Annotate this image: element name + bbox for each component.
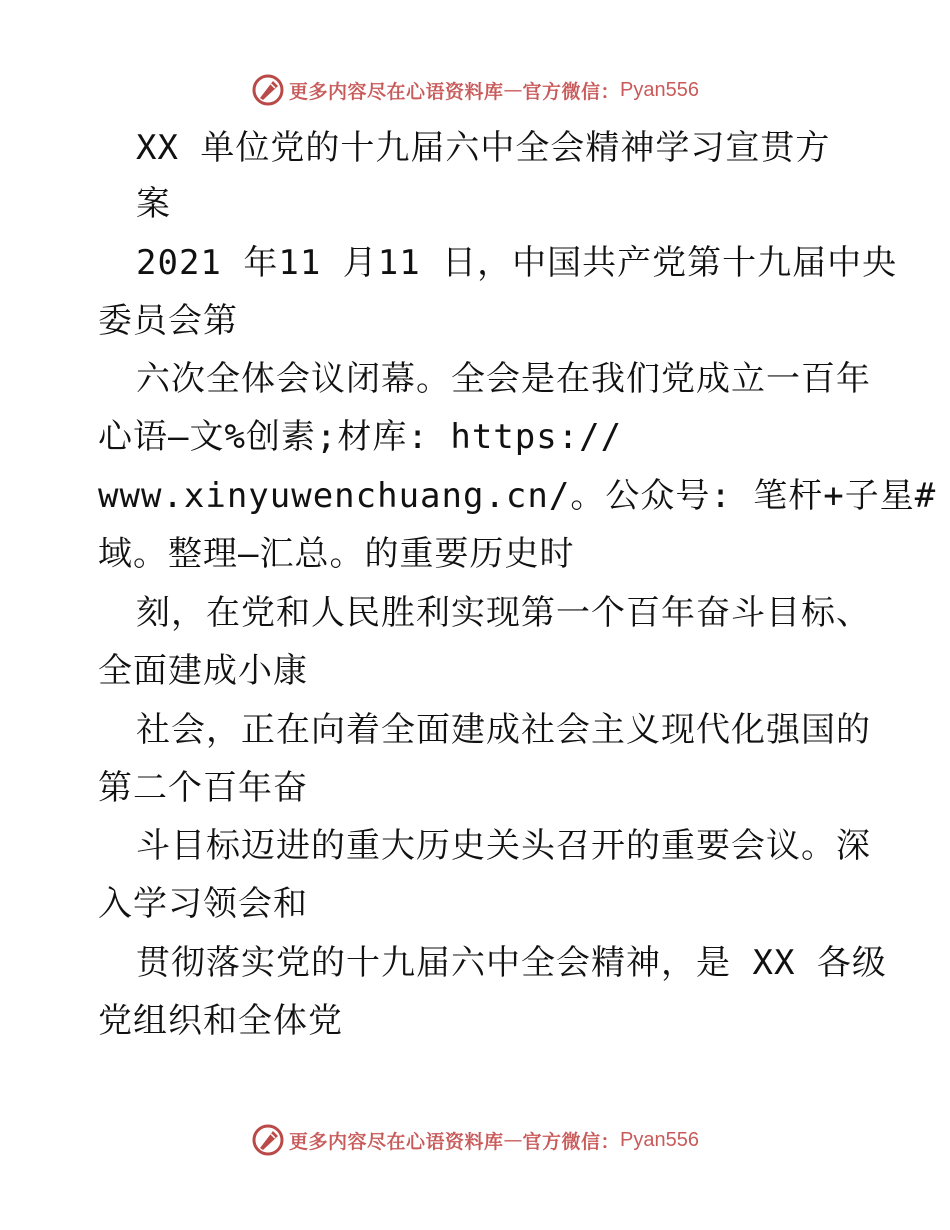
watermark-separator: — [503, 1129, 523, 1151]
body-line: 贯彻落实党的十九届六中全会精神，是 XX 各级 [136, 943, 887, 983]
body-line: 社会，正在向着全面建成社会主义现代化强国的 [136, 710, 871, 750]
body-line: 域。整理—汇总。的重要历史时 [98, 534, 575, 574]
watermark-site-text: 更多内容尽在心语资料库 [289, 80, 504, 103]
watermark-site-text: 更多内容尽在心语资料库 [289, 1130, 504, 1153]
body-line: 刻，在党和人民胜利实现第一个百年奋斗目标、 [136, 593, 871, 633]
body-line: 斗目标迈进的重大历史关头召开的重要会议。深 [136, 826, 871, 866]
footer-watermark [0, 1120, 950, 1160]
body-line: 全面建成小康 [98, 651, 308, 691]
body-line: 第二个百年奋 [98, 768, 308, 808]
body-line: 2021 年11 月11 日，中国共产党第十九届中央 [136, 243, 898, 283]
body-line: 委员会第 [98, 301, 238, 341]
watermark-wechat-id: Pyan556 [620, 78, 699, 101]
body-line: www.xinyuwenchuang.cn/。公众号: 笔杆+子星# [98, 476, 937, 516]
document-title-line-2: 案 [136, 184, 171, 224]
document-title-line-1: XX 单位党的十九届六中全会精神学习宣贯方 [136, 128, 831, 168]
watermark-wechat-label: 官方微信： [522, 80, 621, 103]
body-line: 党组织和全体党 [98, 1001, 343, 1041]
watermark-wechat-id: Pyan556 [620, 1128, 699, 1151]
pen-nib-logo-icon [251, 1123, 285, 1157]
body-line: 心语—文%创素;材库: https:// [98, 417, 623, 457]
watermark-separator: — [503, 79, 523, 101]
watermark-wechat-label: 官方微信： [522, 1130, 621, 1153]
header-watermark [0, 70, 950, 110]
body-line: 六次全体会议闭幕。全会是在我们党成立一百年 [136, 359, 871, 399]
body-line: 入学习领会和 [98, 884, 308, 924]
pen-nib-logo-icon [251, 73, 285, 107]
